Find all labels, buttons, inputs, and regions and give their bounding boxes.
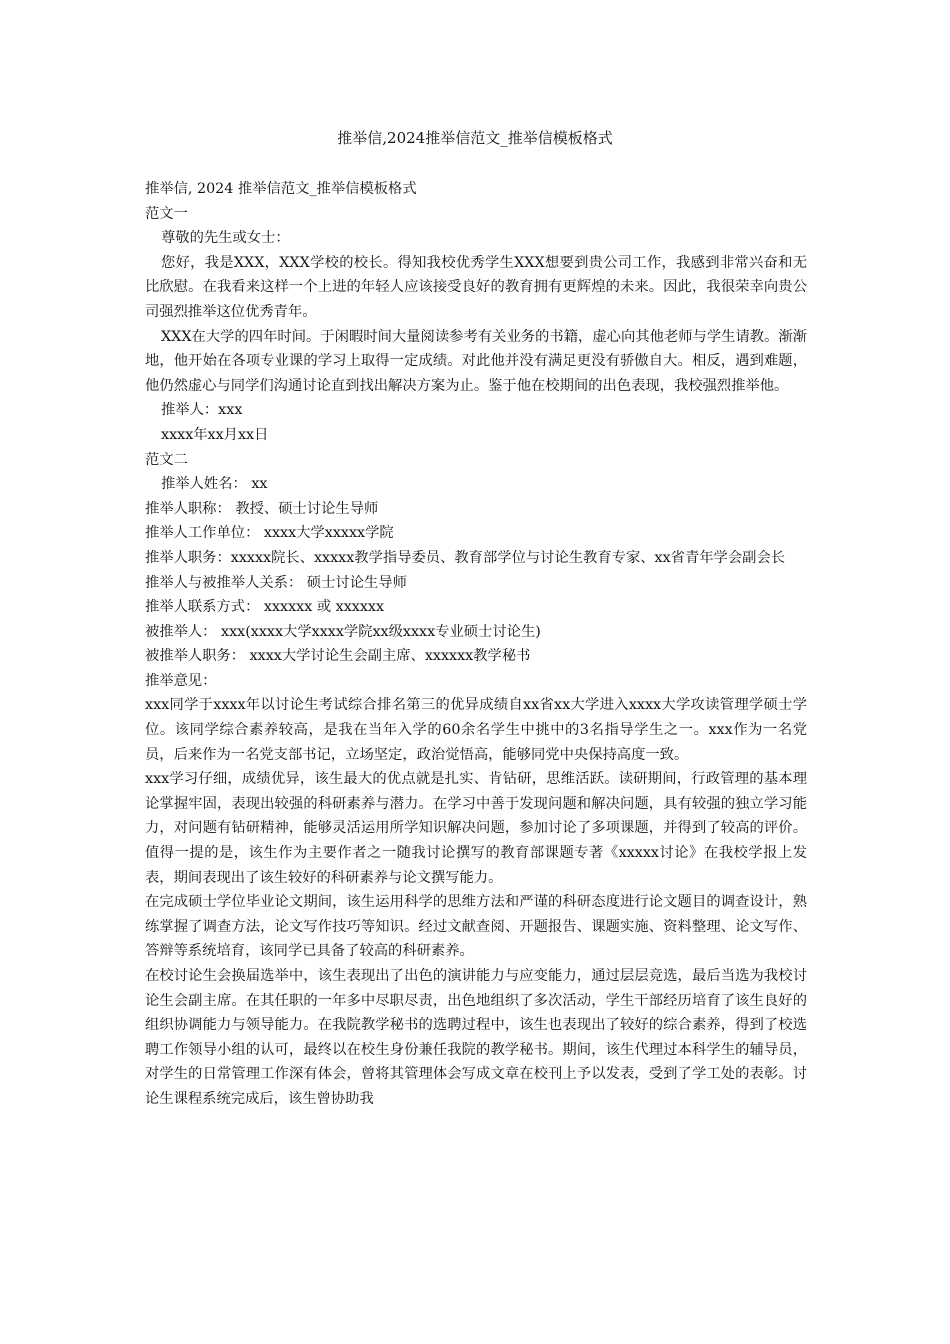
recommender-name: 推举人姓名： xx [161, 476, 268, 493]
paragraph: 在完成硕士学位毕业论文期间，该生运用科学的思维方法和严谨的科研态度进行论文题目的调查设计，熟练掌握了调查方法，论文写作技巧等知识。经过文献查阅、开题报告、课题实施、资料整理、论文写作、答辩等系统培育，该同学已具备了较高的科研素养。 [145, 894, 807, 960]
paragraph: xxx学习仔细，成绩优异，该生最大的优点就是扎实、肯钻研，思维活跃。读研期间，行政管理的基本理论掌握牢固，表现出较强的科研素养与潜力。在学习中善于发现问题和解决问题，具有较强的独立学习能力，对问题有钻研精神，能够灵活运用所学知识解决问题，参加讨论了多项课题，并得到了较高的评价。值得一提的是，该生作为主要作者之一随我讨论撰写的教育部课题专著《xxxxx讨论》在我校学报上发表，期间表现出了该生较好的科研素养与论文撰写能力。 [145, 771, 807, 886]
salutation: 尊敬的先生或女士： [161, 230, 290, 247]
sample-two-label: 范文二 [145, 451, 188, 468]
paragraph: 您好，我是XXX，XXX学校的校长。得知我校优秀学生XXX想要到贵公司工作，我感到非常兴奋和无比欣慰。在我看来这样一个上进的年轻人应该接受良好的教育拥有更辉煌的未来。因此，我很荣幸向贵公司强烈推举这位优秀青年。 [145, 254, 807, 320]
document-body [145, 177, 807, 1112]
recommendee: 被推举人： xxx(xxxx大学xxxx学院xx级xxxx专业硕士讨论生) [145, 623, 541, 640]
recommender-contact: 推举人联系方式： xxxxxx 或 xxxxxx [145, 599, 385, 616]
paragraph: 在校讨论生会换届选举中，该生表现出了出色的演讲能力与应变能力，通过层层竞选，最后当选为我校讨论生会副主席。在其任职的一年多中尽职尽责，出色地组织了多次活动，学生干部经历培育了该生良好的组织协调能力与领导能力。在我院教学秘书的选聘过程中，该生也表现出了较好的综合素养，得到了校选聘工作领导小组的认可，最终以在校生身份兼任我院的教学秘书。期间，该生代理过本科学生的辅导员，对学生的日常管理工作深有体会，曾将其管理体会写成文章在校刊上予以发表，受到了学工处的表彰。讨论生课程系统完成后，该生曾协助我 [145, 968, 807, 1107]
signature-date: xxxx年xx月xx日 [161, 426, 269, 443]
recommender-unit: 推举人工作单位： xxxx大学xxxxx学院 [145, 525, 394, 542]
recommender-duty: 推举人职务：xxxxx院长、xxxxx教学指导委员、教育部学位与讨论生教育专家、xx省青年学会副会长 [145, 549, 786, 566]
paragraph: XXX在大学的四年时间。于闲暇时间大量阅读参考有关业务的书籍，虚心向其他老师与学生请教。渐渐地，他开始在各项专业课的学习上取得一定成绩。对此他并没有满足更没有骄傲自大。相反，遇到难题，他仍然虚心与同学们沟通讨论直到找出解决方案为止。鉴于他在校期间的出色表现，我校强烈推举他。 [145, 328, 807, 394]
page-title: 推举信,2024推举信范文_推举信模板格式 [337, 129, 613, 147]
recommender-signature: 推举人：xxx [161, 402, 243, 419]
document-heading: 推举信, 2024 推举信范文_推举信模板格式 [145, 181, 417, 197]
recommendee-duty: 被推举人职务： xxxx大学讨论生会副主席、xxxxxx教学秘书 [145, 648, 531, 665]
recommender-relation: 推举人与被推举人关系： 硕士讨论生导师 [145, 574, 407, 591]
sample-one-label: 范文一 [145, 205, 188, 222]
recommender-title: 推举人职称： 教授、硕士讨论生导师 [145, 500, 379, 517]
opinion-label: 推举意见： [145, 672, 217, 689]
paragraph: xxx同学于xxxx年以讨论生考试综合排名第三的优异成绩自xx省xx大学进入xxxx大学攻读管理学硕士学位。该同学综合素养较高，是我在当年入学的60余名学生中挑中的3名指导学生之一。xxx作为一名党员，后来作为一名党支部书记，立场坚定，政治觉悟高，能够同党中央保持高度一致。 [145, 697, 807, 763]
